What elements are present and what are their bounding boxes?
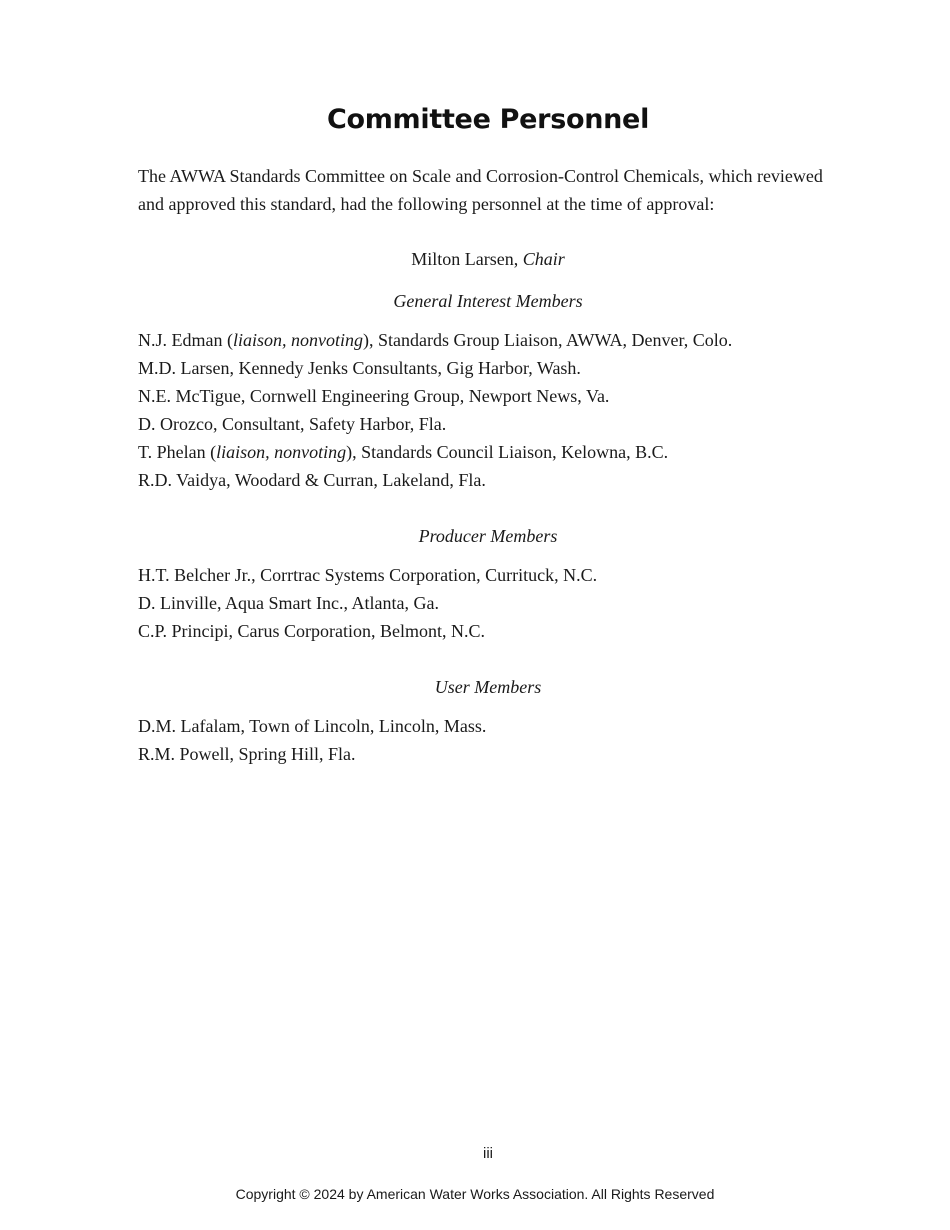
chair-name: Milton Larsen, bbox=[411, 249, 523, 269]
page-title: Committee Personnel bbox=[326, 104, 650, 135]
copyright-notice: Copyright © 2024 by American Water Works Association. All Rights Reserved bbox=[235, 1186, 715, 1202]
producer-heading: Producer Members bbox=[418, 526, 558, 546]
list-item: D.M. Lafalam, Town of Lincoln, Lincoln, Mass. bbox=[138, 716, 487, 736]
list-item: C.P. Principi, Carus Corporation, Belmont, N.C. bbox=[138, 621, 486, 641]
page-number: iii bbox=[483, 1145, 493, 1162]
member-name: N.J. Edman ( bbox=[138, 330, 233, 350]
list-item bbox=[138, 438, 898, 466]
general-interest-heading: General Interest Members bbox=[393, 291, 583, 311]
list-item: H.T. Belcher Jr., Corrtrac Systems Corporation, Currituck, N.C. bbox=[138, 565, 598, 585]
list-item bbox=[138, 354, 898, 382]
member-note: liaison, nonvoting bbox=[216, 442, 347, 462]
user-list bbox=[138, 712, 898, 768]
list-item bbox=[138, 326, 898, 354]
list-item bbox=[138, 382, 898, 410]
member-name: R.D. Vaidya, Woodard & Curran, Lakeland, Fla. bbox=[138, 470, 486, 490]
member-note: liaison, nonvoting bbox=[232, 330, 363, 350]
list-item: D. Linville, Aqua Smart Inc., Atlanta, Ga. bbox=[138, 593, 439, 613]
list-item bbox=[138, 466, 898, 494]
member-affiliation: ), Standards Group Liaison, AWWA, Denver, Colo. bbox=[362, 330, 733, 350]
member-affiliation: ), Standards Council Liaison, Kelowna, B.C. bbox=[346, 442, 669, 462]
member-name: M.D. Larsen, Kennedy Jenks Consultants, Gig Harbor, Wash. bbox=[138, 358, 581, 378]
chair-role: Chair bbox=[522, 249, 565, 269]
member-name: D. Orozco, Consultant, Safety Harbor, Fla. bbox=[138, 414, 447, 434]
general-interest-list bbox=[138, 326, 898, 494]
member-name: T. Phelan ( bbox=[138, 442, 217, 462]
chair-line bbox=[0, 246, 950, 272]
member-name: N.E. McTigue, Cornwell Engineering Group, Newport News, Va. bbox=[138, 386, 610, 406]
list-item bbox=[138, 410, 898, 438]
producer-list bbox=[138, 561, 898, 645]
list-item: R.M. Powell, Spring Hill, Fla. bbox=[138, 744, 356, 764]
intro-paragraph: The AWWA Standards Committee on Scale and Corrosion-Control Chemicals, which reviewed and approved this standard, had the following personnel at the time of approval: bbox=[138, 166, 823, 214]
user-heading: User Members bbox=[434, 677, 542, 697]
